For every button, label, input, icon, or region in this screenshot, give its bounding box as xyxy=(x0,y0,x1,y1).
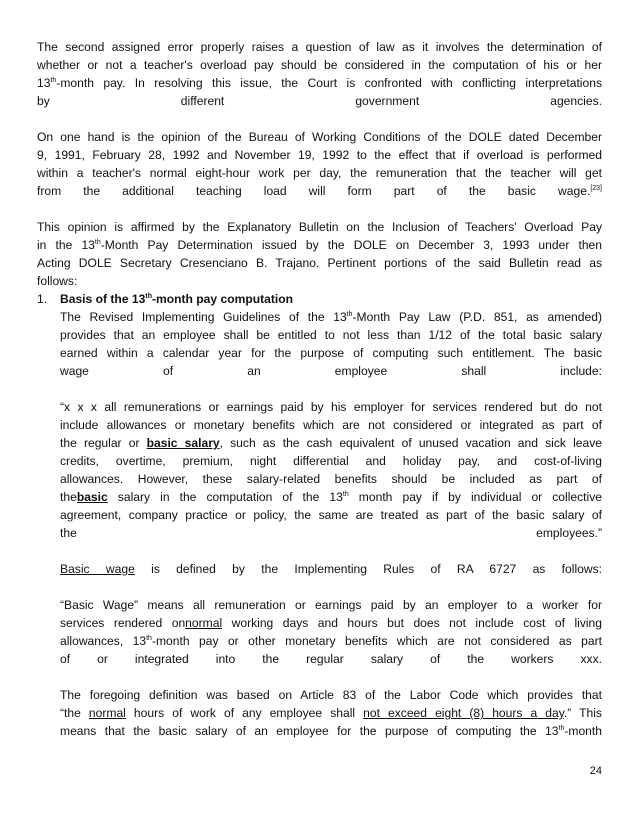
text-line: credits, overtime, premium, night differential and holiday pay, and cost-of-living xyxy=(60,454,602,468)
page-number: 24 xyxy=(589,765,602,777)
text-line: by different government agencies. xyxy=(37,94,602,108)
text-line: “Basic Wage” means all remuneration or earnings paid by an employer to a worker for xyxy=(60,598,602,612)
text-line: whether or not a teacher's overload pay should be considered in the computation of his or her xyxy=(37,58,602,72)
footnote-ref: [23] xyxy=(590,185,602,192)
list-number: 1. xyxy=(37,292,48,306)
underlined-term: Basic wage xyxy=(60,562,135,576)
text-line: within a teacher's normal eight-hour work per day, the remuneration that the teacher will get xyxy=(37,166,602,180)
text-line: earned within a calendar year for the purpose of computing such entitlement. The basic xyxy=(60,346,602,360)
document-page xyxy=(37,38,602,740)
text-line: allowances, 13th-month pay or other monetary benefits which are not considered as part xyxy=(60,634,602,648)
text-line: include allowances or monetary benefits which are not considered or integrated as part of xyxy=(60,418,602,432)
text-line: This opinion is affirmed by the Explanatory Bulletin on the Inclusion of Teachers' Overload Pay xyxy=(37,220,602,234)
underlined-term: not exceed eight (8) hours a day xyxy=(363,706,564,720)
list-item-body xyxy=(37,308,602,740)
text-line: Acting DOLE Secretary Cresenciano B. Trajano. Pertinent portions of the said Bulletin read as xyxy=(37,256,602,270)
text-line: 9, 1991, February 28, 1992 and November 19, 1992 to the effect that if overload is performed xyxy=(37,148,602,162)
text-line: means that the basic salary of an employee for the purpose of computing the 13th-month xyxy=(60,724,602,738)
text-line: The second assigned error properly raises a question of law as it involves the determination of xyxy=(37,40,602,54)
text-line: “x x x all remunerations or earnings paid by his employer for services rendered but do not xyxy=(60,400,602,414)
text-line: wage of an employee shall include: xyxy=(60,364,602,378)
text-line: the regular or basic salary, such as the cash equivalent of unused vacation and sick leave xyxy=(60,436,602,450)
underlined-term: normal xyxy=(185,616,223,630)
quote-basic-salary xyxy=(60,398,602,542)
text-line: The foregoing definition was based on Article 83 of the Labor Code which provides that xyxy=(60,688,602,702)
underlined-term: normal xyxy=(88,706,126,720)
text-line: “the normal hours of work of any employee shall not exceed eight (8) hours a day.” This xyxy=(60,706,602,720)
text-line: provides that an employee shall be entitled to not less than 1/12 of the total basic salary xyxy=(60,328,602,342)
text-line: allowances. However, these salary-related benefits should be included as part of xyxy=(60,472,602,486)
paragraph-second-assigned-error xyxy=(37,38,602,110)
quote-basic-wage xyxy=(60,596,602,668)
text-line: the employees.” xyxy=(60,526,602,540)
text-line: 13th-month pay. In resolving this issue, the Court is confronted with conflicting interpretations xyxy=(37,76,602,90)
paragraph-explanatory-bulletin xyxy=(37,218,602,290)
text-line: of or integrated into the regular salary of the workers xxx. xyxy=(60,652,602,666)
underlined-term: basic salary xyxy=(146,436,220,450)
paragraph-labor-code xyxy=(60,686,602,740)
text-line: thebasic salary in the computation of the 13th month pay if by individual or collective xyxy=(60,490,602,504)
text-line: follows: xyxy=(37,274,78,288)
text-line: from the additional teaching load will form part of the basic wage.[23] xyxy=(37,184,602,198)
underlined-term: basic xyxy=(76,490,108,504)
numbered-list xyxy=(37,290,602,740)
text-line: On one hand is the opinion of the Bureau of Working Conditions of the DOLE dated December xyxy=(37,130,602,144)
text-line: agreement, company practice or policy, the same are treated as part of the basic salary of xyxy=(60,508,602,522)
list-item-heading: 1. Basis of the 13th-month pay computation xyxy=(37,292,294,306)
text-line: services rendered onnormal working days and hours but does not include cost of living xyxy=(60,616,603,630)
text-line: The Revised Implementing Guidelines of the 13th-Month Pay Law (P.D. 851, as amended) xyxy=(60,310,602,324)
text-line: Basic wage is defined by the Implementing Rules of RA 6727 as follows: xyxy=(60,562,602,576)
paragraph-bureau-opinion xyxy=(37,128,602,200)
text-line: in the 13th-Month Pay Determination issued by the DOLE on December 3, 1993 under then xyxy=(37,238,602,252)
